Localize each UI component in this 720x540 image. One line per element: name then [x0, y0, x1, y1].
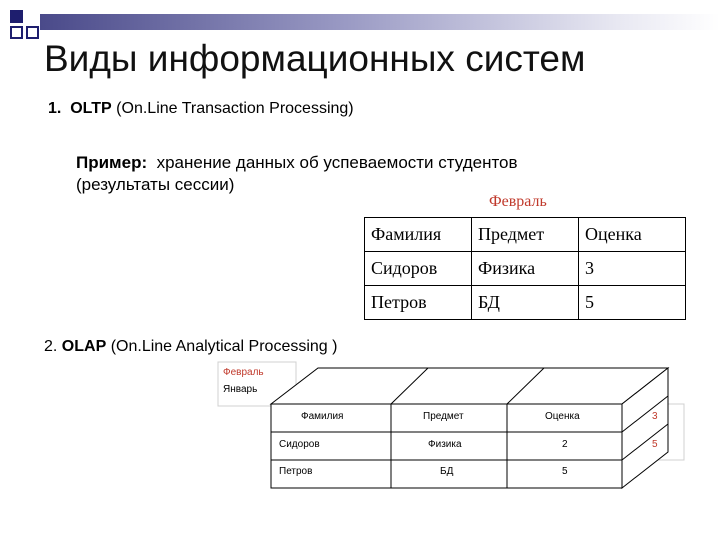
olap-number: 2. [44, 338, 58, 355]
cube-month-back: Февраль [223, 367, 264, 378]
cube-cell: Физика [428, 439, 462, 450]
oltp-full: (On.Line Transaction Processing) [116, 100, 354, 117]
table-header-cell: Предмет [472, 218, 579, 252]
cube-header-cell: Оценка [545, 411, 580, 422]
cube-side-value: 5 [652, 439, 658, 450]
example-label: Пример: [76, 153, 148, 172]
example-description: хранение данных об успеваемости студентов [156, 153, 518, 172]
cube-cell: БД [440, 466, 454, 477]
cube-side-value: 3 [652, 411, 658, 422]
cube-cell: 5 [562, 466, 568, 477]
table-cell: 5 [579, 286, 686, 320]
table-cell: Сидоров [365, 252, 472, 286]
oltp-number: 1. [48, 100, 62, 117]
cube-header-cell: Фамилия [301, 411, 344, 422]
oltp-abbr: OLTP [70, 100, 112, 117]
table-cell: Физика [472, 252, 579, 286]
table-cell: 3 [579, 252, 686, 286]
example-description-2: (результаты сессии) [76, 175, 235, 194]
cube-header-cell: Предмет [423, 411, 464, 422]
cube-cell: 2 [562, 439, 568, 450]
table-cell: БД [472, 286, 579, 320]
cube-cell: Сидоров [279, 439, 320, 450]
table-header-cell: Фамилия [365, 218, 472, 252]
olap-full: (On.Line Analytical Processing ) [110, 338, 338, 355]
cube-cell: Петров [279, 466, 313, 477]
oltp-month-label: Февраль [489, 193, 547, 210]
page-title: Виды информационных систем [44, 38, 586, 79]
table-header-cell: Оценка [579, 218, 686, 252]
cube-month-front: Январь [223, 384, 258, 395]
table-cell: Петров [365, 286, 472, 320]
olap-abbr: OLAP [61, 338, 107, 355]
